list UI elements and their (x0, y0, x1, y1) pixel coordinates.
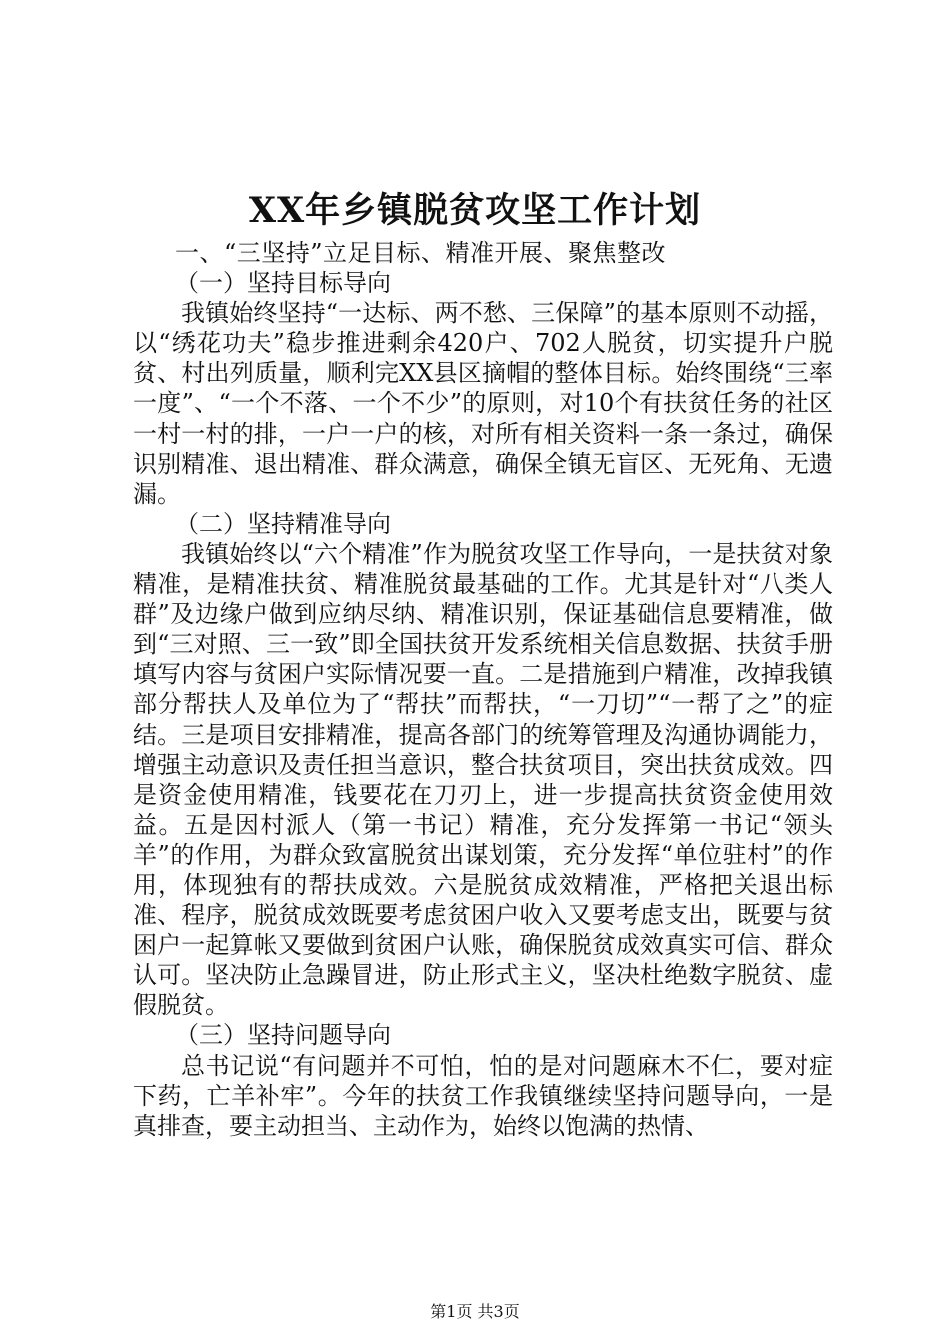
document-body (133, 238, 833, 1141)
page-footer: 第1页 共3页 (430, 1302, 520, 1321)
subsection-heading: （三）坚持问题导向 (175, 1021, 391, 1050)
section-heading: 一、“三坚持”立足目标、精准开展、聚焦整改 (175, 239, 667, 267)
subsection-heading: （二）坚持精准导向 (175, 509, 391, 538)
body-paragraph: 我镇始终坚持“一达标、两不愁、三保障”的基本原则不动摇，以“绣花功夫”稳步推进剩余420户、702人脱贫，切实提升户脱贫、村出列质量，顺利完XX县区摘帽的整体目标。始终围绕“三率一度”、“一个不落、一个不少”的原则，对10个有扶贫任务的社区一村一村的排，一户一户的核，对所有相关资料一条一条过，确保识别精准、退出精准、群众满意，确保全镇无盲区、无死角、无遗漏。 (133, 299, 833, 508)
body-paragraph: 我镇始终以“六个精准”作为脱贫攻坚工作导向，一是扶贫对象精准，是精准扶贫、精准脱贫最基础的工作。尤其是针对“八类人群”及边缘户做到应纳尽纳、精准识别，保证基础信息要精准，做到“三对照、三一致”即全国扶贫开发系统相关信息数据、扶贫手册填写内容与贫困户实际情况要一直。二是措施到户精准，改掉我镇部分帮扶人及单位为了“帮扶”而帮扶，“一刀切”“一帮了之”的症结。三是项目安排精准，提高各部门的统筹管理及沟通协调能力，增强主动意识及责任担当意识，整合扶贫项目，突出扶贫成效。四是资金使用精准，钱要花在刀刃上，进一步提高扶贫资金使用效益。五是因村派人（第一书记）精准，充分发挥第一书记“领头羊”的作用，为群众致富脱贫出谋划策，充分发挥“单位驻村”的作用，体现独有的帮扶成效。六是脱贫成效精准，严格把关退出标准、程序，脱贫成效既要考虑贫困户收入又要考虑支出，既要与贫困户一起算帐又要做到贫困户认账，确保脱贫成效真实可信、群众认可。坚决防止急躁冒进，防止形式主义，坚决杜绝数字脱贫、虚假脱贫。 (133, 539, 833, 1020)
body-paragraph: 总书记说“有问题并不可怕，怕的是对问题麻木不仁，要对症下药，亡羊补牢”。今年的扶贫工作我镇继续坚持问题导向，一是真排查，要主动担当、主动作为，始终以饱满的热情、 (133, 1051, 833, 1140)
document-title: XX年乡镇脱贫攻坚工作计划 (248, 190, 702, 231)
subsection-heading: （一）坚持目标导向 (175, 269, 391, 298)
